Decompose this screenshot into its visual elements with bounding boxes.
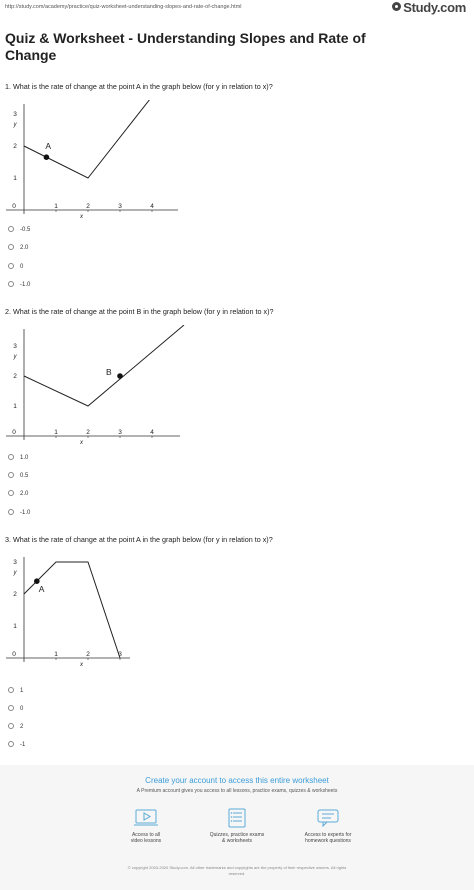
x-tick-label: 2 — [86, 429, 90, 436]
x-tick-label: 1 — [54, 429, 58, 436]
q1-option-2[interactable] — [8, 244, 28, 251]
feature-label: & worksheets — [221, 838, 252, 844]
radio-icon[interactable] — [8, 741, 14, 747]
data-line — [24, 562, 120, 658]
x-tick-label: 4 — [150, 429, 154, 436]
radio-icon[interactable] — [8, 226, 14, 232]
top-bar — [0, 0, 474, 18]
x-axis-label: x — [80, 662, 83, 668]
q3-option-4[interactable] — [8, 741, 25, 748]
radio-icon[interactable] — [8, 723, 14, 729]
radio-icon[interactable] — [8, 472, 14, 478]
q3-option-2[interactable] — [8, 705, 23, 712]
radio-icon[interactable] — [8, 244, 14, 250]
feature-label: Quizzes, practice exams — [209, 832, 265, 838]
option-label: 0.5 — [20, 473, 29, 479]
option-label: -0.5 — [20, 227, 31, 233]
create-account-link[interactable]: Create your account to access this entire worksheet — [145, 776, 329, 785]
x-tick-label: 0 — [12, 203, 16, 210]
data-line — [24, 100, 158, 178]
x-tick-label: 1 — [54, 203, 58, 210]
q3-option-1[interactable] — [8, 687, 23, 694]
option-label: -1.0 — [20, 510, 31, 516]
y-tick-label: 1 — [13, 623, 17, 630]
q2-option-2[interactable] — [8, 472, 28, 479]
option-label: 2 — [20, 724, 24, 730]
point-label: A — [45, 141, 52, 152]
x-axis-label: x — [80, 214, 83, 218]
y-axis-label: y — [13, 354, 17, 360]
question-2-graph — [0, 325, 190, 447]
radio-icon[interactable] — [8, 509, 14, 515]
feature-experts — [283, 808, 373, 844]
q1-option-3[interactable] — [8, 263, 23, 270]
radio-icon[interactable] — [8, 705, 14, 711]
feature-quizzes — [192, 808, 282, 844]
option-label: 2.0 — [20, 245, 29, 251]
logo-circle-icon — [392, 2, 401, 11]
logo-text: Study.com — [403, 0, 466, 15]
option-label: 1.0 — [20, 455, 29, 461]
x-tick-label: 1 — [54, 651, 58, 658]
data-point — [44, 154, 50, 160]
x-tick-label: 3 — [118, 651, 122, 658]
question-1-graph — [0, 100, 190, 218]
x-axis-label: x — [80, 440, 83, 446]
q1-option-4[interactable] — [8, 281, 30, 288]
experts-chat-icon — [315, 808, 341, 828]
question-1-text: 1. What is the rate of change at the point A in the graph below (for y in relation to x)? — [5, 82, 273, 91]
option-label: 1 — [20, 688, 24, 694]
data-line — [24, 325, 184, 406]
option-label: 2.0 — [20, 491, 29, 497]
q2-option-4[interactable] — [8, 509, 30, 516]
x-tick-label: 3 — [118, 429, 122, 436]
copyright — [0, 865, 474, 877]
radio-icon[interactable] — [8, 490, 14, 496]
video-lessons-icon — [133, 808, 159, 828]
point-label: B — [106, 367, 112, 377]
q3-option-3[interactable] — [8, 723, 23, 730]
page-url[interactable]: http://study.com/academy/practice/quiz-worksheet-understanding-slopes-and-rate-of-change.html — [5, 4, 242, 10]
q2-option-3[interactable] — [8, 490, 28, 497]
feature-label: Access to experts for — [304, 832, 352, 838]
radio-icon[interactable] — [8, 281, 14, 287]
x-tick-label: 2 — [86, 203, 90, 210]
y-tick-label: 1 — [13, 175, 17, 182]
option-label: 0 — [20, 264, 24, 270]
y-axis-label: y — [13, 570, 17, 576]
x-tick-label: 0 — [12, 651, 16, 658]
feature-label: video lessons — [130, 838, 162, 844]
option-label: 0 — [20, 706, 24, 712]
radio-icon[interactable] — [8, 687, 14, 693]
question-2-text: 2. What is the rate of change at the point B in the graph below (for y in relation to x)? — [5, 307, 274, 316]
y-tick-label: 3 — [13, 559, 17, 566]
y-axis-label: y — [13, 122, 17, 128]
q2-option-1[interactable] — [8, 454, 28, 461]
premium-description: A Premium account gives you access to all lessons, practice exams, quizzes & worksheets — [136, 788, 338, 794]
y-tick-label: 1 — [13, 403, 17, 410]
data-point — [34, 578, 40, 584]
y-tick-label: 2 — [13, 591, 17, 598]
x-tick-label: 3 — [118, 203, 122, 210]
radio-icon[interactable] — [8, 454, 14, 460]
copyright-line: © copyright 2003-2020 Study.com. All other trademarks and copyrights are the property of their respective owners. All rights — [127, 865, 347, 870]
study-logo[interactable] — [392, 0, 466, 15]
option-label: -1 — [20, 742, 26, 748]
feature-label: Access to all — [131, 832, 161, 838]
x-tick-label: 0 — [12, 429, 16, 436]
radio-icon[interactable] — [8, 263, 14, 269]
y-tick-label: 2 — [13, 143, 17, 150]
question-3-graph — [0, 553, 140, 673]
page-title: Quiz & Worksheet - Understanding Slopes and Rate of Change — [5, 30, 366, 63]
y-tick-label: 3 — [13, 343, 17, 350]
point-label: A — [38, 584, 45, 595]
x-tick-label: 4 — [150, 203, 154, 210]
feature-video-lessons — [101, 808, 191, 844]
q1-option-1[interactable] — [8, 226, 30, 233]
y-tick-label: 2 — [13, 373, 17, 380]
y-tick-label: 3 — [13, 111, 17, 118]
question-3-text: 3. What is the rate of change at the point A in the graph below (for y in relation to x)? — [5, 535, 273, 544]
x-tick-label: 2 — [86, 651, 90, 658]
data-point — [117, 373, 123, 379]
quizzes-icon — [224, 808, 250, 828]
option-label: -1.0 — [20, 282, 31, 288]
copyright-line: reserved. — [228, 871, 246, 876]
feature-label: homework questions — [305, 838, 351, 844]
